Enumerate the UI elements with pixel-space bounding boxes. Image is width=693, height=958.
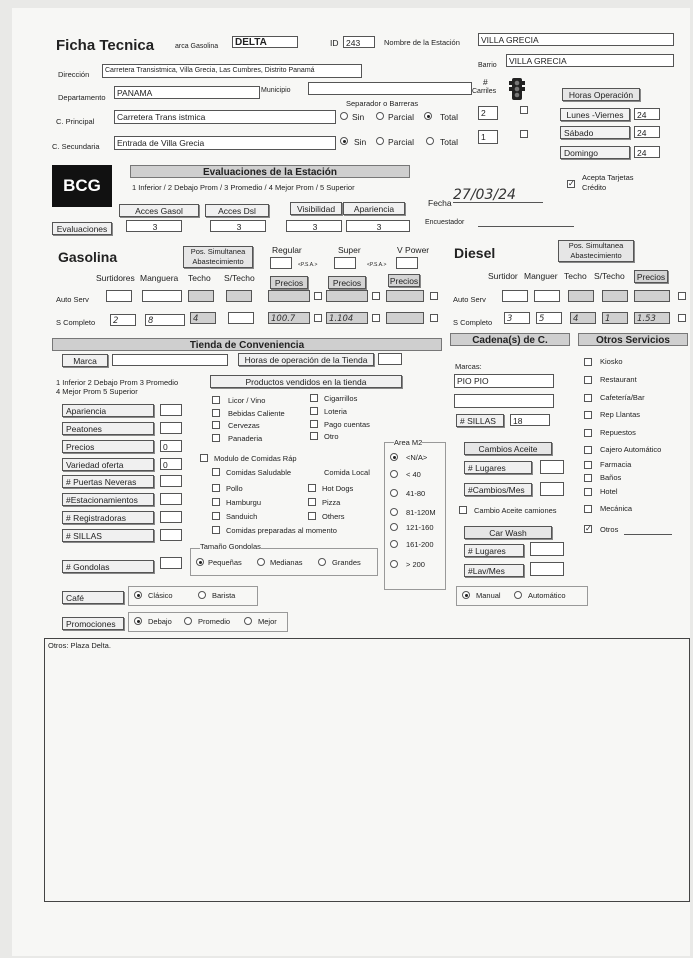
cadena-sillas-field[interactable]: 18	[510, 414, 550, 426]
estacion-label: Nombre de la Estación	[384, 38, 460, 47]
estacionamientos-field[interactable]	[160, 493, 182, 505]
bcg-logo: BCG	[52, 165, 112, 207]
diesel-title: Diesel	[454, 245, 496, 261]
gas-completo-cb3[interactable]	[430, 314, 438, 322]
principal-carriles-field[interactable]: 2	[478, 106, 498, 120]
productos-label: Productos vendidos en la tienda	[210, 375, 402, 388]
area-120-label: 81-120M	[406, 508, 436, 517]
variedad-field[interactable]: 0	[160, 458, 182, 470]
hotdogs-checkbox[interactable]	[308, 484, 316, 492]
secundaria-carriles-checkbox[interactable]	[520, 130, 528, 138]
diesel-auto-label: Auto Serv	[453, 295, 486, 304]
sillas-label: # SILLAS	[62, 529, 154, 542]
secundaria-parcial-label: Parcial	[388, 137, 414, 147]
comidas-saludable-checkbox[interactable]	[212, 468, 220, 476]
direccion-field[interactable]: Carretera Transistmica, Villa Grecia, Las Cumbres, Distrito Panamá	[102, 64, 362, 78]
cw-lugares-field[interactable]	[530, 542, 564, 556]
gas-auto-p1[interactable]	[268, 290, 310, 302]
cigarrillos-label: Cigarrillos	[324, 394, 358, 403]
otro-checkbox[interactable]	[310, 432, 318, 440]
tarjetas-checkbox[interactable]: ✓	[568, 179, 575, 188]
gas-completo-cb1[interactable]	[314, 314, 322, 322]
modulo-label: Modulo de Comidas Ráp	[214, 454, 297, 463]
tienda-scale-1: 1 Inferior 2 Debajo Prom 3 Promedio	[56, 378, 179, 387]
debajo-label: Debajo	[148, 617, 172, 626]
gondolas-label: # Gondolas	[62, 560, 154, 573]
area-40-radio[interactable]	[390, 470, 398, 478]
comida-local-label: Comida Local	[324, 468, 370, 477]
promedio-radio[interactable]	[184, 617, 192, 625]
area-na-label: <N/A>	[406, 453, 428, 462]
municipio-field[interactable]	[308, 82, 472, 95]
gas-completo-cb2[interactable]	[372, 314, 380, 322]
area-80-label: 41-80	[406, 489, 426, 498]
tarjetas-label: Acepta Tarjetas	[582, 173, 634, 182]
registradoras-field[interactable]	[160, 511, 182, 523]
cigarrillos-checkbox[interactable]	[310, 394, 318, 402]
repuestos-checkbox[interactable]	[584, 429, 592, 437]
barrio-label: Barrio	[478, 62, 497, 69]
id-field[interactable]: 243	[343, 36, 375, 48]
precios-field[interactable]: 0	[160, 440, 182, 452]
others-label: Others	[322, 512, 345, 521]
cadena-title: Cadena(s) de C.	[450, 333, 570, 346]
psa-regular-label: <P.S.A.>	[298, 262, 318, 268]
principal-field[interactable]: Carretera Trans istmica	[114, 110, 336, 124]
horas-operacion-button[interactable]: Horas Operación	[562, 88, 640, 101]
visibilidad-label: Visibilidad	[290, 202, 342, 215]
separador-label: Separador o Barreras	[346, 99, 419, 108]
cafe-label: Café	[62, 591, 124, 604]
marca1-field[interactable]: PIO PIO	[454, 374, 554, 388]
pequenas-radio[interactable]	[196, 558, 204, 566]
cafeteria-label: Cafetería/Bar	[600, 393, 645, 402]
promociones-label: Promociones	[62, 617, 124, 630]
secundaria-parcial-radio[interactable]	[376, 137, 384, 145]
others-checkbox[interactable]	[308, 512, 316, 520]
variedad-label: Variedad oferta	[62, 458, 154, 471]
cambios-mes-label: #Cambios/Mes	[464, 483, 532, 496]
area-200-label: 161-200	[406, 540, 434, 549]
cervezas-label: Cervezas	[228, 421, 260, 430]
gas-auto-cb1[interactable]	[314, 292, 322, 300]
automatico-label: Automático	[528, 591, 566, 600]
pago-checkbox[interactable]	[310, 420, 318, 428]
diesel-completo-techo[interactable]: 4	[570, 312, 596, 324]
precios-vpower-label: Precios	[389, 276, 419, 286]
diesel-completo-stecho[interactable]: 1	[602, 312, 628, 324]
marca2-field[interactable]	[454, 394, 554, 408]
gas-completo-techo[interactable]: 4	[190, 312, 216, 324]
gas-completo-stecho[interactable]	[228, 312, 254, 324]
tamano-gondolas-label: Tamaño Gondolas	[200, 542, 261, 551]
eval-acces-dsl-field[interactable]: 3	[210, 220, 266, 232]
sillas-field[interactable]	[160, 529, 182, 541]
cambios-mes-field[interactable]	[540, 482, 564, 496]
stecho-label: S/Techo	[224, 273, 255, 283]
panaderia-checkbox[interactable]	[212, 434, 220, 442]
gas-auto-stecho[interactable]	[226, 290, 252, 302]
hotel-checkbox[interactable]	[584, 488, 592, 496]
departamento-field[interactable]: PANAMA	[114, 86, 260, 99]
bebidas-label: Bebidas Caliente	[228, 409, 285, 418]
principal-total-label: Total	[440, 112, 458, 122]
manguer-label: Manguer	[524, 271, 558, 281]
principal-parcial-label: Parcial	[388, 112, 414, 122]
sanduich-label: Sanduich	[226, 512, 258, 521]
car-wash-label: Car Wash	[464, 526, 552, 539]
gas-auto-mang[interactable]	[142, 290, 182, 302]
estacion-field[interactable]: VILLA GRECIA	[478, 33, 674, 46]
repuestos-label: Repuestos	[600, 428, 636, 437]
diesel-auto-mang[interactable]	[534, 290, 560, 302]
barista-label: Barista	[212, 591, 236, 600]
pago-label: Pago cuentas	[324, 420, 370, 429]
diesel-pos-simultanea: Pos. Simultanea Abastecimiento	[558, 240, 634, 262]
traffic-light-icon	[509, 78, 525, 100]
marca-label: arca Gasolina	[175, 43, 219, 50]
area-na-radio[interactable]	[390, 453, 398, 461]
id-label: ID	[330, 38, 339, 48]
lunes-viernes-label: Lunes -Viernes	[560, 108, 630, 121]
area-200plus-radio[interactable]	[390, 560, 398, 568]
sabado-label: Sábado	[560, 126, 630, 139]
hamburg-label: Hamburgu	[226, 498, 262, 507]
regular-psa-field[interactable]	[270, 257, 292, 269]
area-120-radio[interactable]	[390, 508, 398, 516]
surtidores-label: Surtidores	[96, 273, 135, 283]
licor-label: Licor / Vino	[228, 396, 266, 405]
evaluaciones-label: Evaluaciones	[52, 222, 112, 235]
apariencia-label: Apariencia	[343, 202, 405, 215]
farmacia-checkbox[interactable]	[584, 461, 592, 469]
grandes-label: Grandes	[332, 558, 361, 567]
apariencia-label: Apariencia	[62, 404, 154, 417]
automatico-radio[interactable]	[514, 591, 522, 599]
tienda-scale-2: 4 Mejor Prom 5 Superior	[56, 387, 138, 396]
gasolina-pos-simultanea: Pos. Simultanea Abastecimiento	[183, 246, 253, 268]
grandes-radio[interactable]	[318, 558, 326, 566]
modulo-checkbox[interactable]	[200, 454, 208, 462]
banos-checkbox[interactable]	[584, 474, 592, 482]
fecha-label: Fecha	[428, 198, 452, 208]
marca-field[interactable]: DELTA	[232, 36, 298, 48]
tienda-marca-label: Marca	[62, 354, 108, 367]
encuestador-line[interactable]	[478, 226, 574, 227]
area-40-label: < 40	[406, 470, 421, 479]
notes-area[interactable]	[44, 638, 690, 902]
lugares-field[interactable]	[540, 460, 564, 474]
evaluaciones-title: Evaluaciones de la Estación	[130, 165, 410, 178]
tienda-horas-label: Horas de operación de la Tienda	[238, 353, 374, 366]
principal-total-radio[interactable]	[424, 112, 432, 120]
otros-checkbox[interactable]: ✓	[585, 524, 592, 533]
rep-llantas-label: Rep Llantas	[600, 410, 641, 419]
diesel-completo-mang[interactable]: 5	[536, 312, 562, 324]
medianas-radio[interactable]	[257, 558, 265, 566]
hotdogs-label: Hot Dogs	[322, 484, 354, 493]
diesel-techo-label: Techo	[564, 271, 587, 281]
lav-mes-field[interactable]	[530, 562, 564, 576]
gas-auto-cb3[interactable]	[430, 292, 438, 300]
promedio-label: Promedio	[198, 617, 231, 626]
diesel-completo-precio[interactable]: 1.53	[634, 312, 670, 324]
pollo-label: Pollo	[226, 484, 243, 493]
preparadas-label: Comidas preparadas al momento	[226, 526, 337, 535]
sanduich-checkbox[interactable]	[212, 512, 220, 520]
diesel-auto-precio[interactable]	[634, 290, 670, 302]
regular-label: Regular	[272, 245, 302, 255]
debajo-radio[interactable]	[134, 617, 142, 625]
peatones-label: Peatones	[62, 422, 154, 435]
tienda-marca-field[interactable]	[112, 354, 228, 366]
gasolina-title: Gasolina	[58, 249, 118, 265]
otros-label: Otros	[600, 525, 619, 534]
diesel-completo-cb[interactable]	[678, 314, 686, 322]
restaurant-checkbox[interactable]	[584, 376, 592, 384]
barrio-field[interactable]: VILLA GRECIA	[506, 54, 674, 67]
vpower-label: V Power	[397, 245, 430, 255]
registradoras-label: # Registradoras	[62, 511, 154, 524]
sabado-field[interactable]: 24	[634, 126, 660, 138]
carriles-hash: #	[483, 77, 488, 87]
area-80-radio[interactable]	[390, 489, 398, 497]
super-psa-field[interactable]	[334, 257, 356, 269]
diesel-auto-stecho[interactable]	[602, 290, 628, 302]
loteria-label: Loteria	[324, 407, 347, 416]
direccion-label: Dirección	[58, 70, 90, 79]
diesel-auto-techo[interactable]	[568, 290, 594, 302]
principal-sin-label: Sin	[352, 112, 365, 122]
principal-label: C. Principal	[56, 117, 95, 126]
municipio-label: Municipio	[261, 87, 291, 94]
secundaria-label: C. Secundaria	[52, 142, 100, 151]
restaurant-label: Restaurant	[600, 375, 637, 384]
clasico-label: Clásico	[148, 591, 173, 600]
diesel-precios-label: Precios	[634, 270, 668, 283]
mecanica-checkbox[interactable]	[584, 505, 592, 513]
panaderia-label: Panaderia	[228, 434, 263, 443]
secundaria-carriles-field[interactable]: 1	[478, 130, 498, 144]
gas-auto-surt[interactable]	[106, 290, 132, 302]
cajero-checkbox[interactable]	[584, 446, 592, 454]
eval-acces-gasol-field[interactable]: 3	[126, 220, 182, 232]
kiosko-label: Kiosko	[600, 357, 623, 366]
area-160-radio[interactable]	[390, 523, 398, 531]
pizza-checkbox[interactable]	[308, 498, 316, 506]
techo-label: Techo	[188, 273, 211, 283]
mejor-radio[interactable]	[244, 617, 252, 625]
loteria-checkbox[interactable]	[310, 407, 318, 415]
lunes-viernes-field[interactable]: 24	[634, 108, 660, 120]
form-sheet	[12, 8, 690, 956]
gas-completo-p1[interactable]: 100.7	[268, 312, 310, 324]
secundaria-sin-radio[interactable]	[340, 137, 348, 145]
gas-completo-mang[interactable]: 8	[145, 314, 185, 326]
cadena-sillas-label: # SILLAS	[456, 414, 504, 427]
otro-label: Otro	[324, 432, 339, 441]
area-200plus-label: > 200	[406, 560, 425, 569]
manual-label: Manual	[476, 591, 501, 600]
cw-lugares-label: # Lugares	[464, 544, 524, 557]
gondolas-field[interactable]	[160, 557, 182, 569]
diesel-completo-label: S Completo	[453, 318, 493, 327]
camiones-checkbox[interactable]	[459, 506, 467, 514]
gas-auto-p3[interactable]	[386, 290, 424, 302]
cervezas-checkbox[interactable]	[212, 421, 220, 429]
peatones-field[interactable]	[160, 422, 182, 434]
departamento-label: Departamento	[58, 93, 106, 102]
puertas-label: # Puertas Neveras	[62, 475, 154, 488]
acces-gasol-label: Acces Gasol	[119, 204, 199, 217]
rep-llantas-checkbox[interactable]	[584, 411, 592, 419]
otros-servicios-title: Otros Servicios	[578, 333, 688, 346]
cafeteria-checkbox[interactable]	[584, 394, 592, 402]
puertas-field[interactable]	[160, 475, 182, 487]
vpower-psa-field[interactable]	[396, 257, 418, 269]
psa-super-label: <P.S.A.>	[367, 262, 387, 268]
manguera-label: Manguera	[140, 273, 179, 283]
diesel-completo-surt[interactable]: 3	[504, 312, 530, 324]
comidas-saludable-label: Comidas Saludable	[226, 468, 292, 477]
carriles-label: Carriles	[472, 88, 497, 95]
page-title: Ficha Tecnica	[56, 37, 155, 54]
gas-auto-cb2[interactable]	[372, 292, 380, 300]
secundaria-sin-label: Sin	[354, 137, 367, 147]
super-label: Super	[338, 245, 361, 255]
precios-regular-label: Precios	[270, 276, 308, 289]
medianas-label: Medianas	[270, 558, 303, 567]
secundaria-total-label: Total	[440, 137, 458, 147]
tienda-horas-field[interactable]	[378, 353, 402, 365]
diesel-stecho-label: S/Techo	[594, 271, 625, 281]
barista-radio[interactable]	[198, 591, 206, 599]
lugares-label: # Lugares	[464, 461, 532, 474]
mejor-label: Mejor	[258, 617, 277, 626]
domingo-field[interactable]: 24	[634, 146, 660, 158]
gas-completo-p3[interactable]	[386, 312, 424, 324]
notes-text: Otros: Plaza Delta.	[48, 641, 111, 650]
pollo-checkbox[interactable]	[212, 484, 220, 492]
encuestador-label: Encuestador	[425, 219, 465, 226]
principal-sin-radio[interactable]	[340, 112, 348, 120]
acces-dsl-label: Acces Dsl	[205, 204, 269, 217]
cajero-label: Cajero Automático	[600, 445, 662, 454]
pequenas-label: Pequeñas	[208, 558, 242, 567]
fecha-value[interactable]: 27/03/24	[453, 188, 543, 203]
gas-completo-label: S Completo	[56, 318, 96, 327]
precios-super-label: Precios	[328, 276, 366, 289]
banos-label: Baños	[600, 473, 622, 482]
precios-label: Precios	[62, 440, 154, 453]
marcas-label: Marcas:	[455, 362, 482, 371]
hotel-label: Hotel	[600, 487, 618, 496]
cambios-aceite-label: Cambios Aceite	[464, 442, 552, 455]
preparadas-checkbox[interactable]	[212, 526, 220, 534]
farmacia-label: Farmacia	[600, 460, 632, 469]
diesel-auto-surt[interactable]	[502, 290, 528, 302]
credito-label: Crédito	[582, 183, 607, 192]
gas-completo-surt[interactable]: 2	[110, 314, 136, 326]
apariencia-field[interactable]	[160, 404, 182, 416]
principal-parcial-radio[interactable]	[376, 112, 384, 120]
gas-auto-label: Auto Serv	[56, 295, 89, 304]
hamburg-checkbox[interactable]	[212, 498, 220, 506]
bebidas-checkbox[interactable]	[212, 409, 220, 417]
domingo-label: Domingo	[560, 146, 630, 159]
kiosko-checkbox[interactable]	[584, 358, 592, 366]
secundaria-total-radio[interactable]	[426, 137, 434, 145]
manual-radio[interactable]	[462, 591, 470, 599]
gas-completo-p2[interactable]: 1.104	[326, 312, 368, 324]
lav-mes-label: #Lav/Mes	[464, 564, 524, 577]
evaluaciones-scale: 1 Inferior / 2 Debajo Prom / 3 Promedio / 4 Mejor Prom / 5 Superior	[132, 183, 355, 192]
estacionamientos-label: #Estacionamientos	[62, 493, 154, 506]
gas-auto-techo[interactable]	[188, 290, 214, 302]
eval-apariencia-field[interactable]: 3	[346, 220, 410, 232]
eval-visibilidad-field[interactable]: 3	[286, 220, 342, 232]
tienda-title: Tienda de Conveniencia	[52, 338, 442, 351]
secundaria-field[interactable]: Entrada de Villa Grecia	[114, 136, 336, 150]
camiones-label: Cambio Aceite camiones	[474, 506, 557, 515]
mecanica-label: Mecánica	[600, 504, 633, 513]
area-160-label: 121-160	[406, 523, 434, 532]
area-200-radio[interactable]	[390, 540, 398, 548]
clasico-radio[interactable]	[134, 591, 142, 599]
pizza-label: Pizza	[322, 498, 341, 507]
licor-checkbox[interactable]	[212, 396, 220, 404]
gas-auto-p2[interactable]	[326, 290, 368, 302]
area-label: Area M2	[394, 438, 423, 447]
surtidor-label: Surtidor	[488, 271, 518, 281]
otros-line[interactable]	[624, 534, 672, 535]
diesel-auto-cb[interactable]	[678, 292, 686, 300]
principal-carriles-checkbox[interactable]	[520, 106, 528, 114]
